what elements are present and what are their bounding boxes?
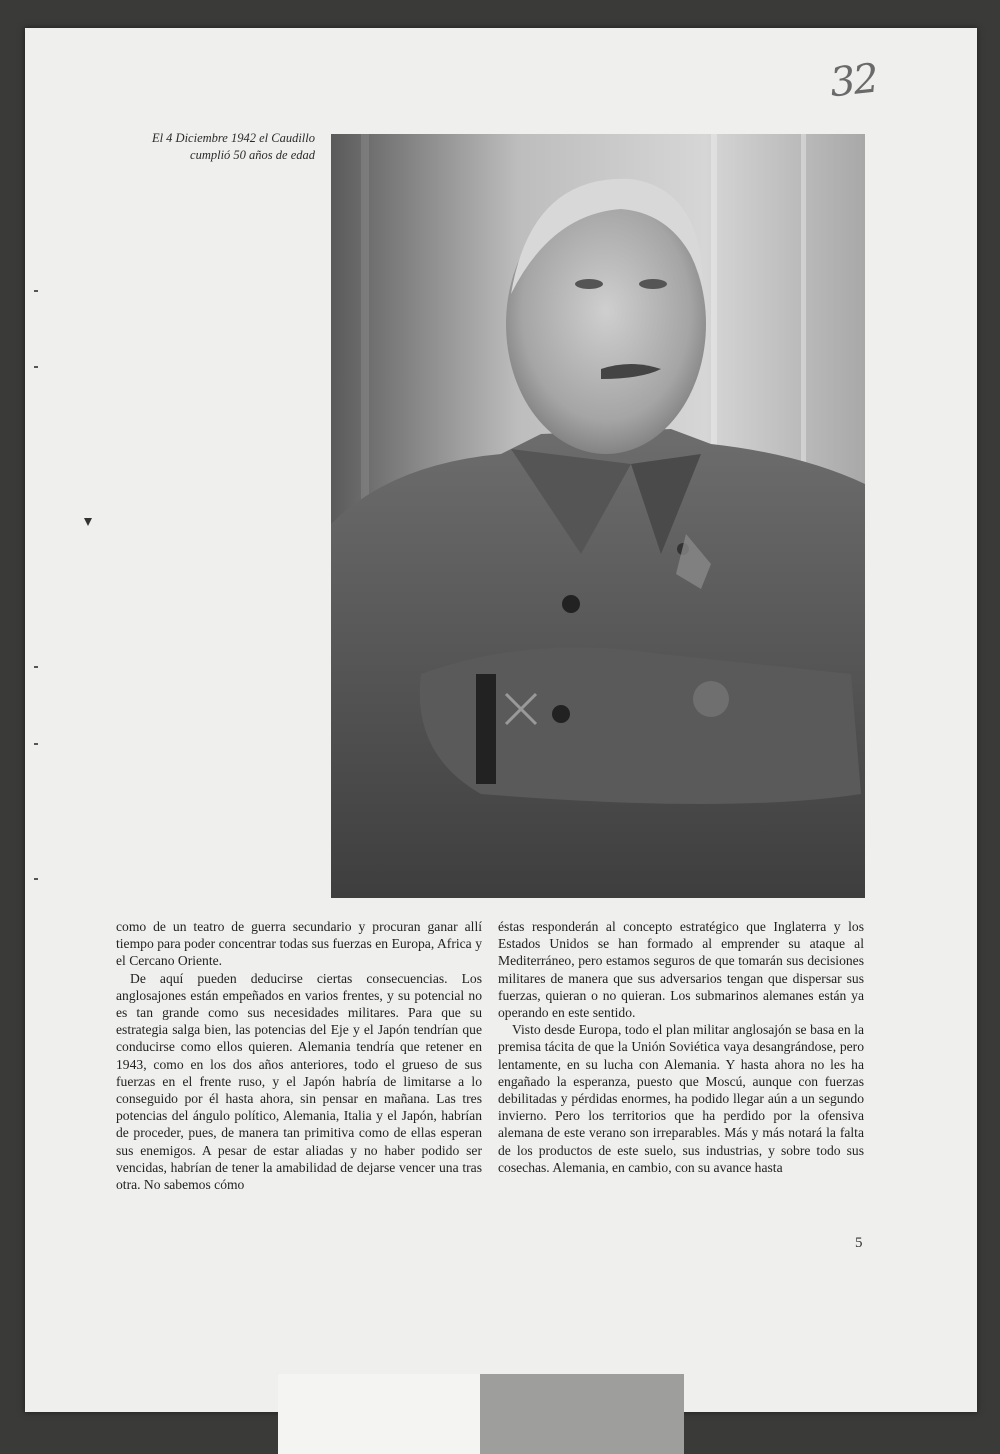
portrait-photo <box>331 134 865 898</box>
binding-mark <box>34 743 38 745</box>
text-column-left <box>116 918 482 1193</box>
page-folio: 5 <box>855 1235 863 1251</box>
binding-mark <box>34 666 38 668</box>
right-paragraph-1: éstas responderán al concepto estratégico que Inglaterra y los Estados Unidos se han formado al emprender su ataque al Mediterráneo, pero estamos seguros de que tomarán sus decisiones militares de manera que sus adversarios tengan que dispersar sus fuerzas, quieran o no quieran. Los submarinos alemanes están ya operando en este sentido. <box>498 919 864 1021</box>
binding-mark <box>34 366 38 368</box>
pencil-page-number: 32 <box>827 55 880 107</box>
caption-line-2: cumplió 50 años de edad <box>190 148 315 162</box>
scan-grey-patch <box>480 1374 684 1454</box>
right-paragraph-2: Visto desde Europa, todo el plan militar anglosajón se basa en la premisa tácita de que la Unión Soviética vaya desangrándose, pero lentamente, en su lucha con Alemania. Y hasta ahora no les ha engañado la esperanza, puesto que Moscú, aunque con fuerzas debilitadas y pérdidas enormes, ha podido llegar aún a un segundo invierno. Pero los territorios que ha perdido por la ofensiva alemana de este verano son irreparables. Más y más notará la falta de los productos de este suelo, sus industrias, y sobre todo sus cosechas. Alemania, en cambio, con su avance hasta <box>498 1022 864 1175</box>
caption-line-1: El 4 Diciembre 1942 el Caudillo <box>151 131 315 145</box>
punch-mark <box>84 518 92 526</box>
text-column-right <box>498 918 864 1176</box>
left-paragraph-2: De aquí pueden deducirse ciertas consecuencias. Los anglosajones están empeñados en varios frentes, y su potencial no es tan grande como sus necesidades militares. Para que su estrategia salga bien, las potencias del Eje y el Japón tendrían que conducirse como ellos quieren. Alemania tendría que retener en 1943, como en los dos años anteriores, todo el grueso de sus fuerzas en el frente ruso, y el Japón habría de limitarse a lo conseguido por él hasta ahora, sin pensar en mañana. Las tres potencias del ángulo político, Alemania, Italia y el Japón, habrían de proceder, pues, de manera tan primitiva como de ellas esperan sus enemigos. A pesar de estar aliadas y no haber podido ser vencidas, habrían de tener la amabilidad de dejarse vencer una tras otra. No sabemos cómo <box>116 970 482 1193</box>
binding-mark <box>34 878 38 880</box>
scan-white-patch <box>278 1374 480 1454</box>
photo-caption <box>85 130 315 164</box>
binding-mark <box>34 290 38 292</box>
portrait-illustration <box>331 134 865 898</box>
document-page <box>25 28 977 1412</box>
left-paragraph-1: como de un teatro de guerra secundario y procuran ganar allí tiempo para poder concentrar todas sus fuerzas en Europa, Africa y el Cercano Oriente. <box>116 919 482 969</box>
